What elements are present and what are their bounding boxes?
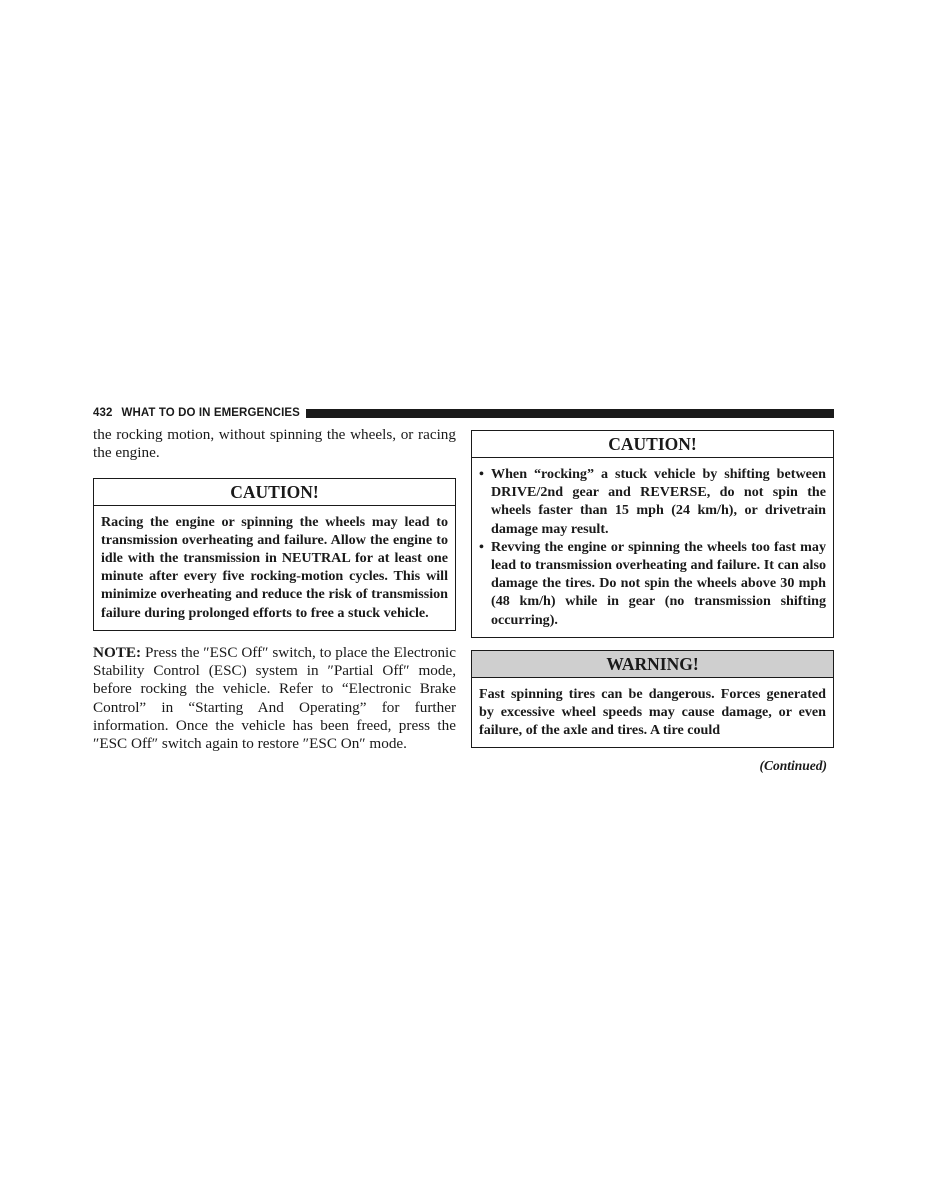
caution-text-left: Racing the engine or spinning the wheels may lead to transmission overheating and failure. Allow the engine to idle with the transmission in NEUTRAL for at least one minute after every five rocking-motion cycles. This will minimize overheating and reduce the risk of transmission failure during prolonged efforts to free a stuck vehicle. [101, 513, 448, 621]
section-title: WHAT TO DO IN EMERGENCIES [121, 407, 300, 419]
bullet-icon: • [479, 466, 484, 482]
caution-heading-left: CAUTION! [94, 479, 455, 506]
left-column [93, 426, 456, 754]
warning-text: Fast spinning tires can be dangerous. Forces generated by excessive wheel speeds may cause damage, or even failure, of the axle and tires. A tire could [479, 685, 826, 739]
caution-bullet-text: Revving the engine or spinning the wheels too fast may lead to transmission overheating and failure. It can also damage the tires. Do not spin the wheels above 30 mph (48 km/h) while in gear (no transmission shifting occurring). [491, 538, 826, 628]
intro-paragraph: the rocking motion, without spinning the wheels, or racing the engine. [93, 426, 456, 462]
caution-heading-right: CAUTION! [472, 431, 833, 458]
warning-box [471, 650, 834, 749]
bullet-icon: • [479, 538, 484, 555]
caution-bullet-text: When “rocking” a stuck vehicle by shifting between DRIVE/2nd gear and REVERSE, do not spin the wheels faster than 15 mph (24 km/h), or drivetrain damage may result. [491, 466, 826, 537]
caution-body-right [472, 458, 833, 637]
note-label: NOTE: [93, 643, 142, 661]
header-rule [306, 409, 834, 418]
caution-bullet-list [479, 465, 826, 629]
caution-bullet-item [479, 538, 826, 629]
warning-heading: WARNING! [472, 651, 833, 678]
note-paragraph [93, 644, 456, 754]
caution-box-right [471, 430, 834, 638]
note-text: Press the ″ESC Off″ switch, to place the Electronic Stability Control (ESC) system in ″Partial Off″ mode, before rocking the vehicle. Refer to “Electronic Brake Control” in “Starting And Operating” for further information. Once the vehicle has been freed, press the ″ESC Off″ switch again to restore ″ESC On″ mode. [93, 643, 456, 753]
caution-box-left [93, 478, 456, 631]
continued-label: (Continued) [759, 758, 827, 774]
caution-bullet-item [479, 465, 826, 538]
right-column [471, 430, 834, 774]
running-header [93, 405, 834, 421]
page-number: 432 [93, 407, 113, 419]
